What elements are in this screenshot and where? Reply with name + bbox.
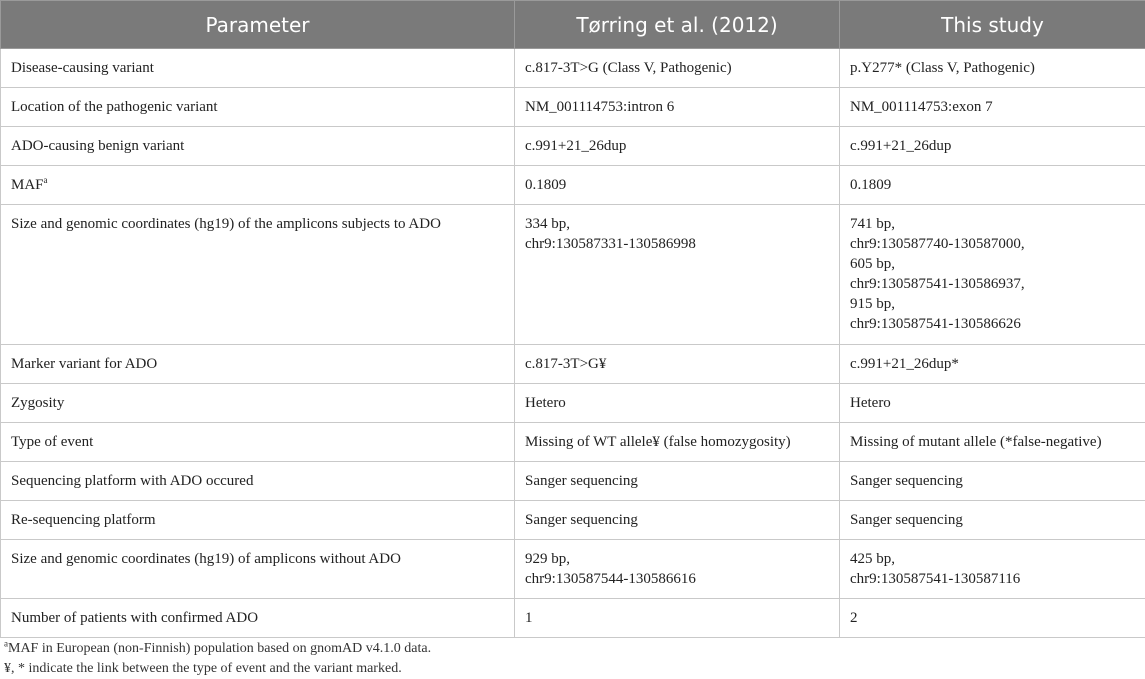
cell-line: chr9:130587541-130586626 — [850, 316, 1021, 332]
table-row — [1, 88, 1145, 127]
cell-line: 0.1809 — [525, 177, 567, 193]
cell-line: Missing of mutant allele (*false-negative) — [850, 434, 1102, 450]
parameter-cell: Zygosity — [1, 384, 515, 423]
parameter-cell: Size and genomic coordinates (hg19) of the amplicons subjects to ADO — [1, 205, 515, 345]
table-row — [1, 345, 1145, 384]
this-study-cell — [840, 384, 1145, 423]
header-row — [1, 1, 1145, 49]
table-row — [1, 205, 1145, 345]
torring-cell — [515, 540, 840, 599]
cell-line: c.991+21_26dup — [525, 138, 627, 154]
cell-line: 425 bp, — [850, 551, 895, 567]
table-row — [1, 501, 1145, 540]
this-study-cell — [840, 462, 1145, 501]
footnote-symbols: ¥, * indicate the link between the type of event and the variant marked. — [4, 661, 402, 676]
cell-line: Missing of WT allele¥ (false homozygosity) — [525, 434, 791, 450]
cell-line: 334 bp, — [525, 216, 570, 232]
cell-line: 741 bp, — [850, 216, 895, 232]
torring-cell — [515, 345, 840, 384]
this-study-cell — [840, 127, 1145, 166]
header-parameter: Parameter — [1, 1, 515, 49]
torring-cell — [515, 88, 840, 127]
this-study-cell — [840, 540, 1145, 599]
parameter-cell: ADO-causing benign variant — [1, 127, 515, 166]
cell-line: chr9:130587541-130586937, — [850, 276, 1025, 292]
header-this-study: This study — [840, 1, 1145, 49]
cell-line: c.991+21_26dup — [850, 138, 952, 154]
torring-cell — [515, 423, 840, 462]
this-study-cell — [840, 88, 1145, 127]
table-row — [1, 423, 1145, 462]
cell-line: Hetero — [525, 395, 566, 411]
this-study-cell — [840, 599, 1145, 638]
header-torring: Tørring et al. (2012) — [515, 1, 840, 49]
cell-line: 2 — [850, 610, 858, 626]
cell-line: p.Y277* (Class V, Pathogenic) — [850, 60, 1035, 76]
torring-cell — [515, 49, 840, 88]
this-study-cell — [840, 501, 1145, 540]
parameter-cell: Size and genomic coordinates (hg19) of amplicons without ADO — [1, 540, 515, 599]
parameter-cell: Type of event — [1, 423, 515, 462]
this-study-cell — [840, 423, 1145, 462]
this-study-cell — [840, 205, 1145, 345]
parameter-cell: Disease-causing variant — [1, 49, 515, 88]
parameter-cell: Marker variant for ADO — [1, 345, 515, 384]
torring-cell — [515, 599, 840, 638]
parameter-cell: Sequencing platform with ADO occured — [1, 462, 515, 501]
cell-line: 1 — [525, 610, 533, 626]
table-row — [1, 599, 1145, 638]
torring-cell — [515, 462, 840, 501]
cell-line: c.817-3T>G (Class V, Pathogenic) — [525, 60, 732, 76]
cell-line: NM_001114753:exon 7 — [850, 99, 993, 115]
footnote-maf: $^a$MAF in European (non-Finnish) population based on gnomAD v4.1.0 data. — [4, 638, 432, 656]
table-row — [1, 384, 1145, 423]
cell-line: Sanger sequencing — [525, 473, 638, 489]
cell-line: 929 bp, — [525, 551, 570, 567]
parameter-cell: MAF$^a$ — [1, 166, 515, 205]
torring-cell — [515, 501, 840, 540]
this-study-cell — [840, 166, 1145, 205]
cell-line: Hetero — [850, 395, 891, 411]
table-row — [1, 166, 1145, 205]
table-row — [1, 127, 1145, 166]
cell-line: Sanger sequencing — [850, 512, 963, 528]
cell-line: chr9:130587544-130586616 — [525, 571, 696, 587]
cell-line: 915 bp, — [850, 296, 895, 312]
cell-line: c.817-3T>G¥ — [525, 356, 607, 372]
this-study-cell — [840, 345, 1145, 384]
cell-line: 0.1809 — [850, 177, 892, 193]
cell-line: Sanger sequencing — [850, 473, 963, 489]
torring-cell — [515, 384, 840, 423]
cell-line: chr9:130587331-130586998 — [525, 236, 696, 252]
parameter-cell: Number of patients with confirmed ADO — [1, 599, 515, 638]
cell-line: NM_001114753:intron 6 — [525, 99, 675, 115]
table-body — [1, 49, 1145, 638]
cell-line: 605 bp, — [850, 256, 895, 272]
parameter-cell: Location of the pathogenic variant — [1, 88, 515, 127]
torring-cell — [515, 127, 840, 166]
table-row — [1, 49, 1145, 88]
cell-line: c.991+21_26dup* — [850, 356, 959, 372]
this-study-cell — [840, 49, 1145, 88]
torring-cell — [515, 205, 840, 345]
cell-line: Sanger sequencing — [525, 512, 638, 528]
cell-line: chr9:130587541-130587116 — [850, 571, 1021, 587]
cell-line: chr9:130587740-130587000, — [850, 236, 1025, 252]
torring-cell — [515, 166, 840, 205]
parameter-cell: Re-sequencing platform — [1, 501, 515, 540]
table-row — [1, 540, 1145, 599]
table-row — [1, 462, 1145, 501]
